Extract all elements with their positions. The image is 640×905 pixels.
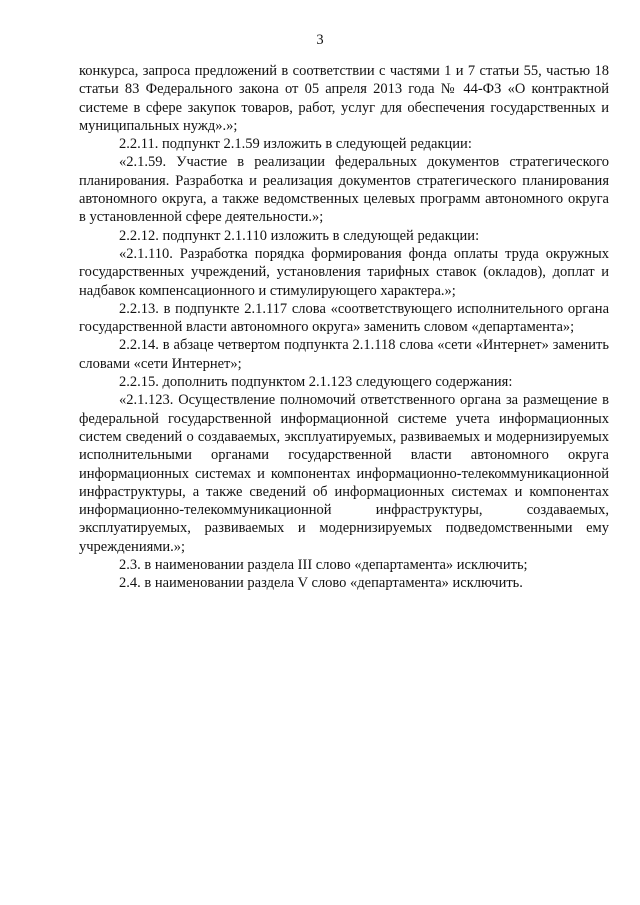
paragraph-2-2-13: 2.2.13. в подпункте 2.1.117 слова «соответствующего исполнительного органа государственной власти автономного округа» заменить словом «департамента»; [79, 300, 609, 336]
paragraph-2-2-11: 2.2.11. подпункт 2.1.59 изложить в следующей редакции: [119, 136, 472, 153]
document-body [79, 62, 609, 593]
paragraph-2-1-110-text: «2.1.110. Разработка порядка формирования фонда оплаты труда окружных государственных учреждений, установления тарифных ставок (окладов), доплат и надбавок компенсационного и стимулирующего характера.»; [79, 245, 609, 299]
paragraph-2-2-12: 2.2.12. подпункт 2.1.110 изложить в следующей редакции: [119, 227, 480, 244]
page-number: 3 [316, 32, 324, 48]
paragraph-2-1-59-text: «2.1.59. Участие в реализации федеральных документов стратегического планирования. Разработка и реализация документов стратегического планирования автономного округа, а также ведомственных целевых программ автономного округа в установленной сфере деятельности.»; [79, 154, 609, 226]
paragraph-2-4: 2.4. в наименовании раздела V слово «департамента» исключить. [119, 575, 523, 592]
paragraph-2-2-14: 2.2.14. в абзаце четвертом подпункта 2.1.118 слова «сети «Интернет» заменить словами «сети Интернет»; [79, 337, 609, 372]
paragraph-2-3: 2.3. в наименовании раздела III слово «департамента» исключить; [119, 557, 528, 574]
paragraph-2-2-15: 2.2.15. дополнить подпунктом 2.1.123 следующего содержания: [119, 374, 513, 391]
paragraph-continuation: конкурса, запроса предложений в соответствии с частями 1 и 7 статьи 55, частью 18 статьи 83 Федерального закона от 05 апреля 2013 года № 44-ФЗ «О контрактной системе в сфере закупок товаров, работ, услуг для обеспечения государственных и муниципальных нужд».»; [79, 63, 609, 134]
paragraph-2-1-123-text: «2.1.123. Осуществление полномочий ответственного органа за размещение в федеральной государственной информационной системе учета информационных систем сведений о создаваемых, эксплуатируемых, развиваемых и модернизируемых исполнительными органами государственной власти автономного округа информационных системах и компонентах информационно-телекоммуникационной инфраструктуры, а также сведений об информационных системах и компонентах информационно-телекоммуникационной инфраструктуры, создаваемых, эксплуатируемых, развиваемых и модернизируемых подведомственными ему учреждениями.»; [79, 392, 609, 555]
